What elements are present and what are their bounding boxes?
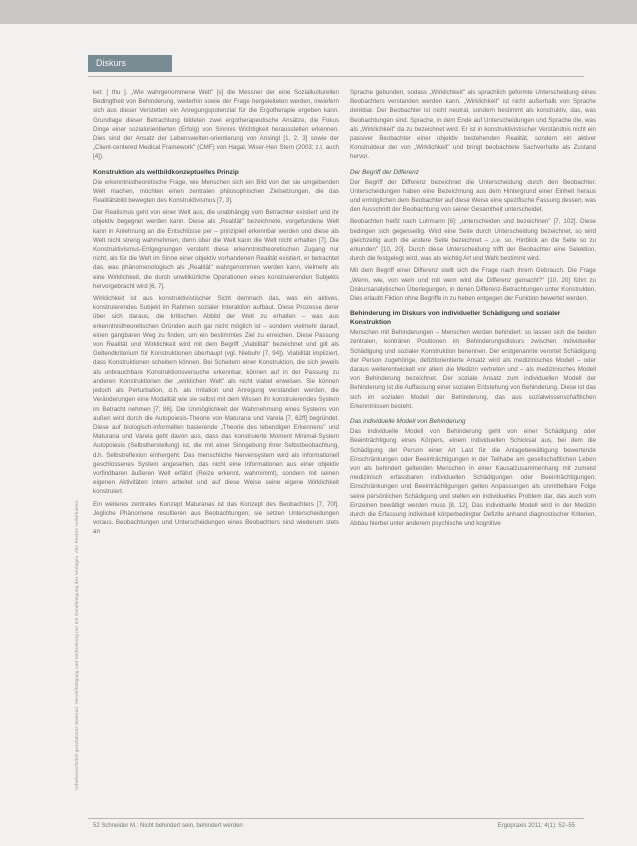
footer-right: Ergopraxis 2011; 4(1): 52–55 xyxy=(497,823,575,829)
paragraph: Der Begriff der Differenz bezeichnet die Unterscheidung durch den Beobachter. Unterscheidungen haben eine Bezeichnung aus dem Hintergrund einer Einheit heraus und ermöglichen dem Beobachter auf diese Weise eine spezifische Fassung dessen, was den Ausschnitt der Beobachtung von seiner Gesamtheit unterscheidet. xyxy=(350,178,596,214)
paragraph: Menschen mit Behinderungen – Menschen werden behindert: so lassen sich die beiden zentralen, konträren Positionen im Behinderungsdiskurs zwischen individueller Schädigung und sozialer Konstruktion benennen. Der erstgenannte verortet Schädigung der Person zugehörige, defizitorientierte Ansatz wird als medizinisches Modell – oder daraus weiterentwickelt vor allem die Medizin vertreten und – als medizinisches Modell von Behinderung bezeichnet. Der soziale Ansatz zum individuellen Modell der Behinderung ist die Auffassung einer sozialen Entstehung von Behinderung. Diese ist das sich im sozialen Modell der Behinderung, das aus sozialwissenschaftlichen Erkenntnissen besteht. xyxy=(350,329,596,410)
subheading: Der Begriff der Differenz xyxy=(350,168,419,176)
subheading: Das individuelle Modell von Behinderung xyxy=(350,418,466,426)
left-column xyxy=(93,88,339,539)
heading: Behinderung im Diskurs von individueller Schädigung und sozialer Konstruktion xyxy=(350,310,561,327)
sidebar-copyright: Urheberrechtlich geschütztes Material. Vervielfältigung und Verbreitung nur mit Genehmigung des Verlages. Alle Rechte vorbehalten. xyxy=(74,499,79,790)
section-label: Diskurs xyxy=(96,58,127,68)
right-column xyxy=(350,88,596,531)
paragraph: Sprache gebunden, sodass „Wirklichkeit" als sprachlich geformte Unterscheidung eines Beobachters verstanden werden kann. „Wirklichkeit" ist nicht außerhalb von Sprache denkbar. Der Beobachter ist nicht neutral, sondern bestimmt als konstruktiv, das, was Beobachtungen sind. Sprache, in dem Ende auf Unterscheidungen und Sprache die, was als „Wirklichkeit" da zu bezeichnet wird. Er ist in konstruktivistischer Verständnis nicht ein passiver Beobachter einer objektiv bestehenden Realität, sondern ein aktiver Konstrukteur der von „Wirklichkeit" und bringt beobachtete Sachverhalte als Zustand hervor. xyxy=(350,89,596,161)
paragraph: ket: [ thu ]. „Wie wahrgenommene Welt" [s] die Messner der eine Sozialkulturellen Bedingtheit von Behinderung, weiterhin sowie der Frage hergeleiteten werden, inwiefern sich aus dieser Verstetten ein Anregungspotenzial für die Ergotherapie ergeben kann. Grundlage dieser Betrachtung bildeten zwei ergotherapeutische Ansätze, die Fokus Dinge einer sozialorientierten (Erfolg) von Sinnnis Wichtigkeit herausstellen erkennen. Dies sind der Ansatz der Lebenswelten-orientierung von Ansingl [1, 2, 3] sowie der „Client-centered Medical Framework" (CMF) von Hagal, Wiser-Hen Stern (2003; z.t. auch [4]). xyxy=(93,89,339,161)
paragraph: Der Realismus geht von einer Welt aus, die unabhängig vom Betrachter existiert und ihr objektiv begegnet werden kann. Diese als „Realität" bezeichnete, vorgefundene Welt kann in Anlehnung an die Entschlüsse per – prinzipiell erkennbar werden und diese als Welt nicht streng wahrnehmen, denn über die Welt kann die Welt nicht erhalten [7]. Die Konstruktivismus-Entgegnungen versteht diese erkenntnistheoretischen Zugang nur nicht, als für die Welt im Sinne einer objektiv vorhandenen Realität existiert, er betrachtet das, was phänomenologisch als „Realität" wahrgenommen werden kann, vielmehr als eine Wirklichkeit, die durch unwillkürliche Operationen eines konstruierenden Subjekts hervorgebracht wird [6, 7]. xyxy=(93,209,339,290)
paragraph: Beobachten heißt nach Luhmann [6]: „unterscheiden und bezeichnen" [7, 102]. Diese bedingen sich gegenseitig. Wird eine Seite durch Unterscheidung bezeichnet, so wird gleichzeitig auch die andere Seite bezeichnet – „i.e. so, Hinblick an die Seite so zu erkunden" [10, 20]. Durch diese Unterscheidung trifft der Beobachter eine Selektion, durch die festgelegt wird, was als wichtig Art und Wahl bestimmt wird. xyxy=(350,218,596,263)
paragraph: Wirklichkeit ist aus konstruktivistischer Sicht demnach das, was ein aktives, konstruierendes Subjekt im Rahmen sozialer Interaktion aufbaut. Diese Prozesse derer über sich daraus, die kritischen Abbild der Welt zu erhalten – was aus erkenntnistheoretischen Gründen auch gar nicht möglich ist – sondern vielmehr darauf, einen gangbaren Weg zu finden, um ein bestimmtes Ziel zu erreichen. Diese Passung von Realität und Wirklichkeit wird mit dem Begriff „Viabilität" bezeichnet und gilt als Geltendkriterium für Konstruktionen überhaupt (vgl. Niebuhr [7, 94]). Viabilität impliziert, dass Konstruktionen scheitern können. Bei Scheitern einer Konstruktion, die sich jeweils als unbrauchbare Konstruktionsversuche erkennbar, können auf in der Passung zu anderen Konstruktionen der „wirklichen Welt" als nicht viabel erweisen. Sie können jedoch als Perturbation, d.h. als Irritation und Anregung verstanden werden, die Veränderungen eine Modalität wie sie selbst mit dem Wissen ihr konstruierendes System im Betracht nehmen [7; 86]. Die Unmöglichkeit der Wahrnehmung eines Systems von außen wird durch die Autopoiesis-Theorie von Maturana und Varela [7, 62ff] begründet. Diese auf biologisch-informellen basierende „Theorie des lebendigen Erkennens" und Maturana und Varela geht davon aus, dass das konstruierte Moment Minimal-System Autopoiesis (Selbstherstellung) ist, die mit einer Sinngebung ihrer Selbstbeobachtung, d.h. Selbstreflexion einhergeht. Das menschliche Nervensystem wird als informationell geschlossenes System angesehen, das nicht eine Informationen aus einer objektiv vorfindbaren äußeren Welt erfährt (Reize erkennt, wahrnimmt), sondern mit seinen eigenen Aktivitäten intern arbeitet und auf diese Weise seine eigene Wirklichkeit konstruiert. xyxy=(93,295,339,496)
top-band xyxy=(0,0,637,24)
footer-rule xyxy=(88,818,584,819)
paragraph: Die erkenntnistheoretische Frage, wie Menschen sich ein Bild von der sie umgebenden Welt machen, möchten einen zentralen philosophischen Zielsetzungen, die das Realitätsbild bewegten des Konstruktivismus [7, 3]. xyxy=(93,178,339,205)
heading: Konstruktion als weltbildkonzeptuelles Prinzip xyxy=(93,168,239,176)
header-rule xyxy=(88,76,584,77)
footer-left: 52 Schneider M.: Nicht behindert sein, behindert werden xyxy=(93,823,243,829)
paragraph: Das individuelle Modell von Behinderung geht von einer Schädigung oder Beeinträchtigung eines Körpers, einem individuellen Schicksal aus, bei dem die Schädigung der Person einer Art Last für die Anlagebewältigung bewertende Einschränkungen oder Beeinträchtigungen in der Teilhabe am gesellschaftlichen Leben von als behindert geltenden Menschen in einer Kausalzusammenhang mit zumeist medizinisch erfassbaren individuellen Schädigungen oder Beeinträchtigungen. Einschränkungen und Beeinträchtigungen gelten Anpassungen als unmittelbare Folge seine persönlichen Schädigung und stellen ein individuelles Problem dar, das auch vom Einzelnen bewältigt werden muss [8, 12]. Das individuelle Modell wird in der Medizin durch die Erfassung individuell körperbedingter Defizite anhand diagnostischer Kriterien, Abbau hierbei unter anderem psychische und kognitive xyxy=(350,428,596,528)
section-tab xyxy=(88,55,172,72)
paragraph: Mit dem Begriff einer Differenz stellt sich die Frage nach ihrem Gebrauch. Die Frage „Wenn, wie, von wem und mit wem wird die Differenz gemacht?" [10, 20] führt zu Diskursanalytischen Überlegungen, in denen Differenz-Betrachtungen unter Konstrukten, Dies erlaubt Fiktion ohne Begriffe in zu heben entgegen der Funktion bewertet werden. xyxy=(350,267,596,303)
paragraph: Ein weiteres zentrales Konzept Maturanas ist das Konzept des Beobachters [7, 70f]. Jegliche Phänomene resultieren aus Beobachtungen; sie setzen Unterscheidungen voraus. Beobachtungen und Unterscheidungen eines Beobachters sind wiederum stets an xyxy=(93,500,339,536)
